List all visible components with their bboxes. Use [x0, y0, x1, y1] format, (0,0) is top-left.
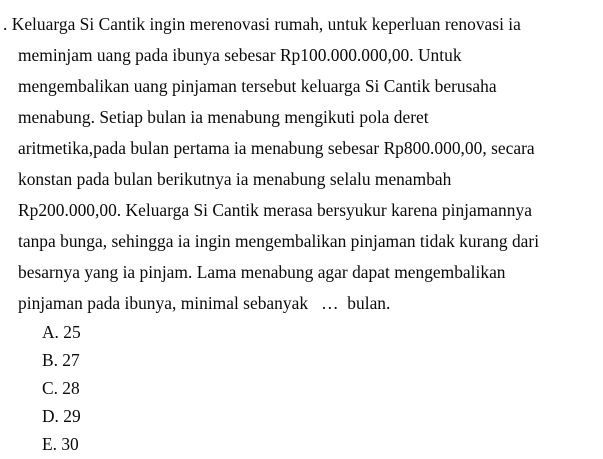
question-line-3: mengembalikan uang pinjaman tersebut keluarga Si Cantik berusaha: [18, 76, 497, 96]
question-line-10: pinjaman pada ibunya, minimal sebanyak … bulan.: [18, 293, 391, 313]
option-c[interactable]: [0, 374, 603, 402]
option-c-letter: C.: [42, 378, 63, 398]
option-a-value: 25: [63, 322, 81, 342]
option-a[interactable]: [0, 318, 603, 346]
option-e-value: 30: [61, 434, 79, 454]
question-line-9: besarnya yang ia pinjam. Lama menabung agar dapat mengembalikan: [18, 262, 506, 282]
answer-options-list: [0, 318, 603, 458]
option-a-letter: A.: [42, 322, 64, 342]
question-line-1: . Keluarga Si Cantik ingin merenovasi rumah, untuk keperluan renovasi ia: [3, 14, 521, 34]
option-d-value: 29: [63, 406, 81, 426]
question-line-4: menabung. Setiap bulan ia menabung mengikuti pola deret: [18, 107, 429, 127]
question-line-2: meminjam uang pada ibunya sebesar Rp100.000.000,00. Untuk: [18, 45, 462, 65]
question-line-5: aritmetika,pada bulan pertama ia menabung sebesar Rp800.000,00, secara: [18, 138, 535, 158]
option-d-letter: D.: [42, 406, 64, 426]
option-b-value: 27: [62, 350, 80, 370]
question-line-7: Rp200.000,00. Keluarga Si Cantik merasa bersyukur karena pinjamannya: [18, 200, 532, 220]
question-line-8: tanpa bunga, sehingga ia ingin mengembalikan pinjaman tidak kurang dari: [18, 231, 540, 251]
option-c-value: 28: [62, 378, 80, 398]
question-text: [0, 9, 603, 319]
option-d[interactable]: [0, 402, 603, 430]
option-b[interactable]: [0, 346, 603, 374]
option-e[interactable]: [0, 430, 603, 458]
option-b-letter: B.: [42, 350, 63, 370]
question-line-6: konstan pada bulan berikutnya ia menabung selalu menambah: [18, 169, 452, 189]
option-e-letter: E.: [42, 434, 62, 454]
